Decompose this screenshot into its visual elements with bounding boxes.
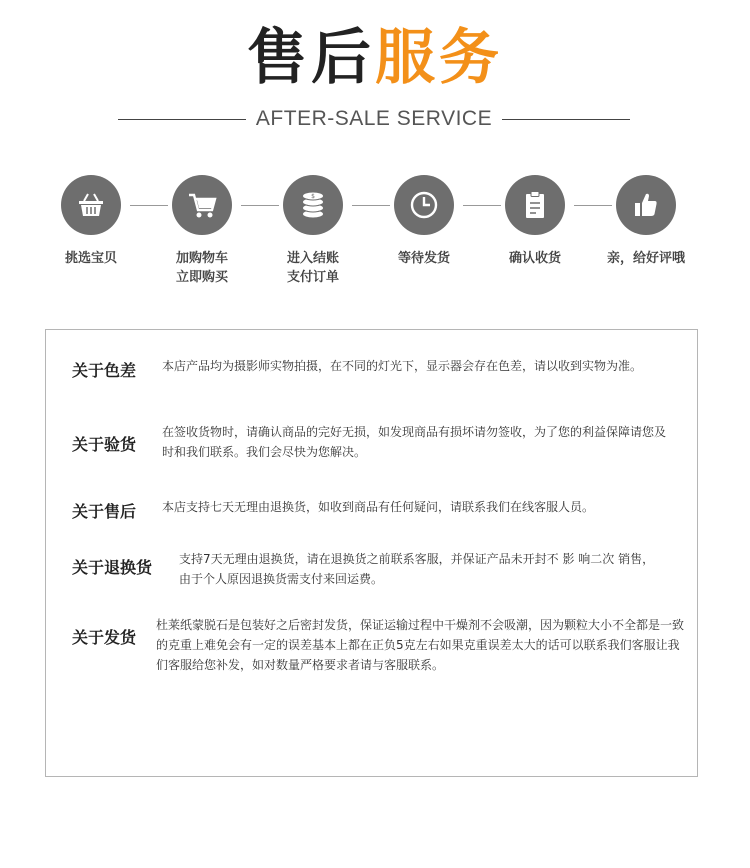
basket-icon <box>61 175 121 235</box>
subtitle-left-rule <box>118 119 246 120</box>
shopping-cart-icon <box>172 175 232 235</box>
step-await-shipping <box>369 175 479 268</box>
thumbs-up-icon <box>616 175 676 235</box>
coins-icon <box>283 175 343 235</box>
info-title: 关于售后 <box>72 502 137 521</box>
step-add-to-cart <box>147 175 257 287</box>
subtitle-row <box>118 104 630 134</box>
clipboard-icon <box>505 175 565 235</box>
info-title: 关于验货 <box>72 435 137 454</box>
step-label: 确认收货 <box>508 251 561 266</box>
info-title: 关于色差 <box>72 361 137 380</box>
subtitle-right-rule <box>502 119 630 120</box>
info-text: 本店产品均为摄影师实物拍摄，在不同的灯光下，显示器会存在色差，请以收到实物为准。 <box>162 359 643 373</box>
info-text: 支持7天无理由退换货，请在退换货之前联系客服，并保证产品未开封不 影 响二次 销售， 由于个人原因退换货需支付来回运费。 <box>179 552 661 586</box>
step-pick-item <box>36 175 146 268</box>
info-title: 关于发货 <box>72 628 137 647</box>
step-label: 挑选宝贝 <box>64 251 117 266</box>
step-checkout <box>258 175 368 287</box>
process-steps <box>0 175 750 295</box>
page-subtitle: AFTER-SALE SERVICE <box>255 107 493 130</box>
page-title <box>0 22 750 94</box>
clock-icon <box>394 175 454 235</box>
info-title: 关于退换货 <box>72 558 153 577</box>
step-confirm-receipt <box>480 175 590 268</box>
step-label: 亲，给好评哦 <box>606 251 685 266</box>
info-text: 本店支持七天无理由退换货，如收到商品有任何疑问，请联系我们在线客服人员。 <box>162 500 595 514</box>
info-text: 杜莱纸蒙脱石是包装好之后密封发货，保证运输过程中干燥剂不会吸潮，因为颗粒大小不全都是一致的克重上难免会有一定的误差基本上都在正负5克左右如果克重误差太大的话可以联系我们客服让我们客服给您补发，如对数量严格要求者请与客服联系。 <box>156 618 685 672</box>
svg-text:$: $ <box>311 193 315 200</box>
step-label: 等待发货 <box>397 251 450 266</box>
title-accent-part: 服务 <box>375 23 503 93</box>
step-good-review <box>591 175 701 268</box>
title-dark-part: 售后 <box>247 23 375 93</box>
step-label: 加购物车 立即购买 <box>175 251 228 285</box>
info-text: 在签收货物时，请确认商品的完好无损，如发现商品有损坏请勿签收，为了您的利益保障请您及时和我们联系。我们会尽快为您解决。 <box>162 425 667 459</box>
step-label: 进入结账 支付订单 <box>286 251 339 285</box>
after-sale-info-panel <box>45 329 698 777</box>
